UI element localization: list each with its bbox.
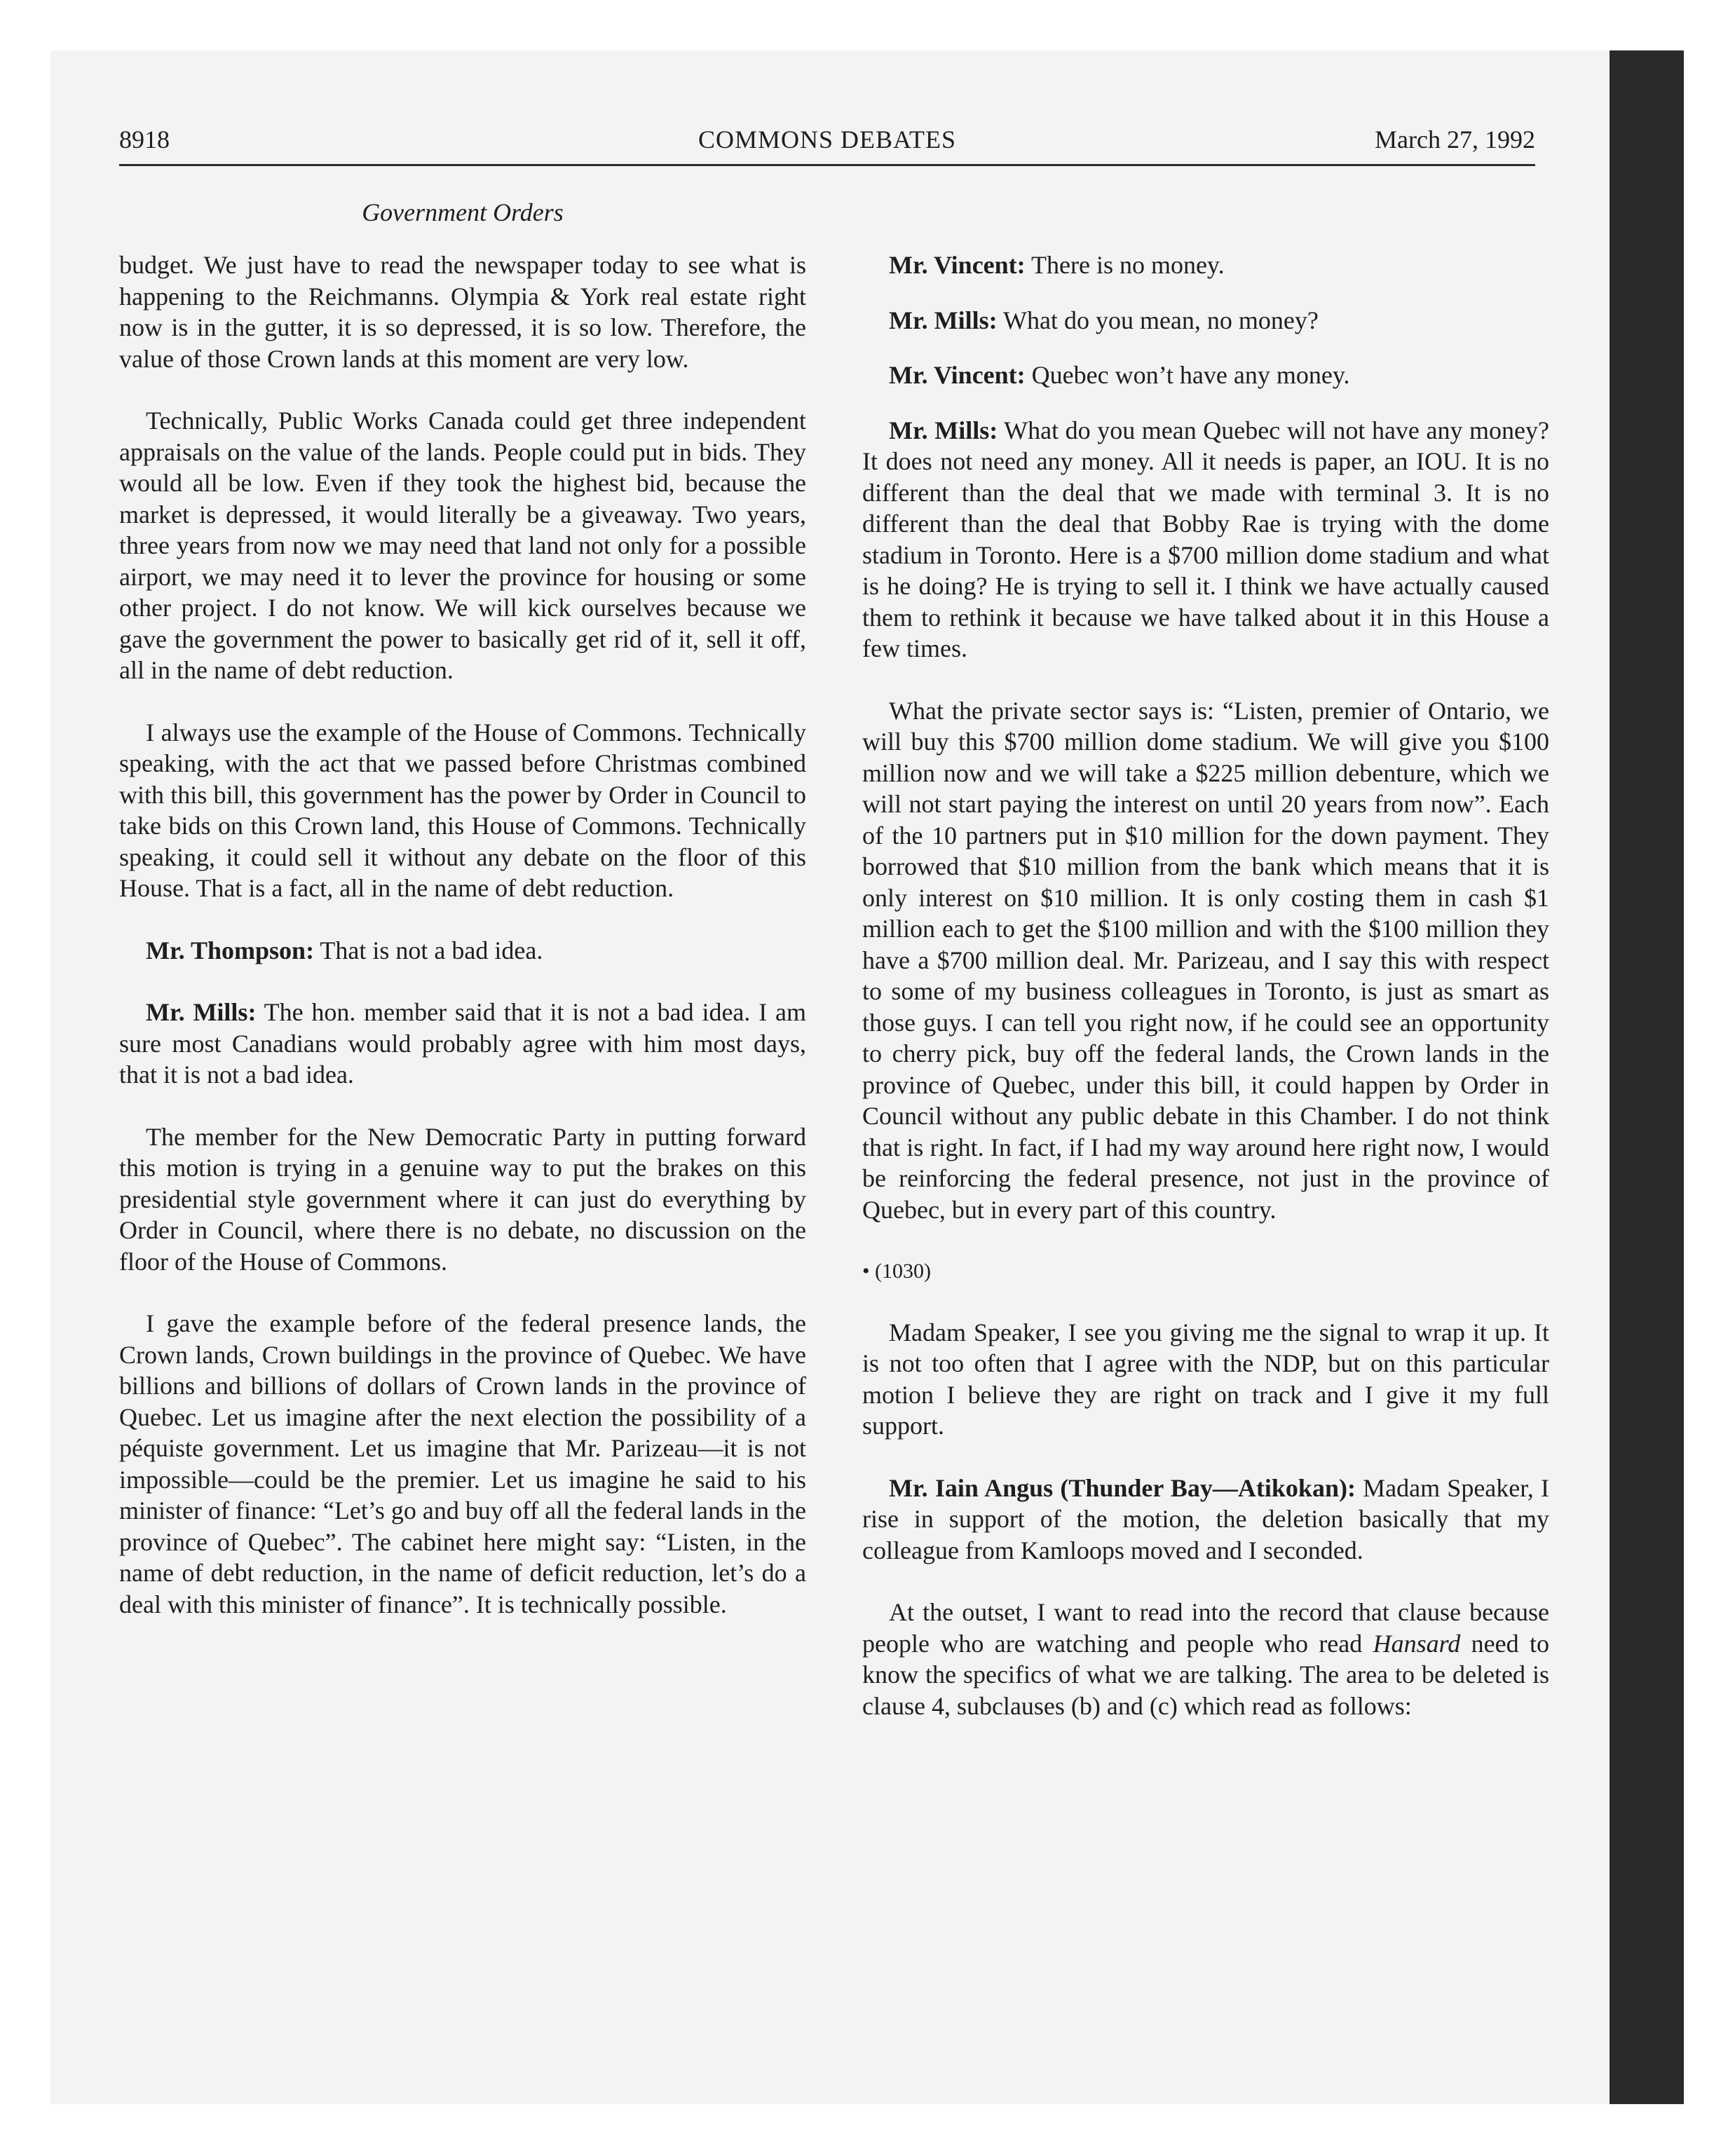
- speaker-name: Mr. Thompson:: [146, 936, 315, 964]
- paragraph: Madam Speaker, I see you giving me the signal to wrap it up. It is not too often that I agree with the NDP, but on this particular motion I believe they are right on track and I give it my full support.: [862, 1318, 1549, 1440]
- time-marker: • (1030): [862, 1260, 931, 1283]
- right-column: [862, 250, 1549, 1752]
- text-run: need to know the specifics of what we are talking. The area to be deleted is clause 4, subclauses (b) and (c) which read as follows:: [862, 1629, 1549, 1720]
- publication-name: Hansard: [1373, 1629, 1461, 1658]
- paragraph: Technically, Public Works Canada could get three independent appraisals on the value of the lands. People could put in bids. They would all be low. Even if they took the highest bid, because the market is depressed, it would literally be a giveaway. Two years, three years from now we may need that land not only for a possible airport, we may need it to lever the province for housing or some other project. I do not know. We will kick ourselves because we gave the government the power to basically get rid of it, sell it off, all in the name of debt reduction.: [119, 407, 806, 684]
- header-rule: [119, 164, 1535, 166]
- speaker-name: Mr. Mills:: [889, 306, 998, 334]
- speech-text: That is not a bad idea.: [314, 936, 543, 964]
- speech-text: There is no money.: [1025, 251, 1225, 279]
- speaker-name: Mr. Iain Angus (Thunder Bay—Atikokan):: [889, 1473, 1356, 1502]
- speech-paragraph: [862, 360, 1549, 391]
- speaker-name: Mr. Vincent:: [889, 251, 1026, 279]
- paragraph: What the private sector says is: “Listen, premier of Ontario, we will buy this $700 million dome stadium. We will give you $100 million now and we will take a $225 million debenture, which we will not start paying the interest on until 20 years from now”. Each of the 10 partners put in $10 million for the down payment. They borrowed that $10 million from the bank which means that it is only interest on $10 million. It is only costing them in cash $1 million each to get the $100 million and with the $100 million they have a $700 million deal. Mr. Parizeau, and I say this with respect to some of my business colleagues in Toronto, is just as smart as those guys. I can tell you right now, if he could see an opportunity to cherry pick, buy off the federal lands, the Crown lands in the province of Quebec, under this bill, it could happen by Order in Council without any public debate in this Chamber. I do not think that is right. In fact, if I had my way around here right now, I would be reinforcing the federal presence, not just in the province of Quebec, but in every part of this country.: [862, 696, 1549, 1224]
- text-run: At the outset, I want to read into the record that clause because people who are watching and people who read: [862, 1598, 1549, 1658]
- page-header: [119, 125, 1535, 160]
- scan-edge-shadow: [1610, 50, 1684, 2104]
- speech-text: What do you mean Quebec will not have any money? It does not need any money. All it needs is paper, an IOU. It is no different than the deal that we made with terminal 3. It is no different than the deal that Bobby Rae is trying with the dome stadium in Toronto. Here is a $700 million dome stadium and what is he doing? He is trying to sell it. I think we have actually caused them to rethink it because we have talked about it in this House a few times.: [862, 416, 1549, 662]
- speech-paragraph: [862, 415, 1549, 664]
- paragraph: I gave the example before of the federal presence lands, the Crown lands, Crown buildings in the province of Quebec. We have billions and billions of dollars of Crown lands in the province of Quebec. Let us imagine after the next election the possibility of a péquiste government. Let us imagine that Mr. Parizeau—it is not impossible—could be the premier. Let us imagine he said to his minister of finance: “Let’s go and buy off all the federal lands in the province of Quebec”. The cabinet here might say: “Listen, in the name of debt reduction, in the name of deficit reduction, let’s do a deal with this minister of finance”. It is technically possible.: [119, 1309, 807, 1618]
- speech-paragraph: [862, 1473, 1549, 1567]
- section-title: Government Orders: [362, 198, 564, 226]
- speech-text: Quebec won’t have any money.: [1025, 361, 1350, 389]
- paragraph: I always use the example of the House of Commons. Technically speaking, with the act that we passed before Christmas combined with this bill, this government has the power by Order in Council to take bids on this Crown land, this House of Commons. Technically speaking, it could sell it without any debate on the floor of this House. That is a fact, all in the name of debt reduction.: [119, 718, 806, 902]
- speech-paragraph: [119, 935, 806, 967]
- speech-text: Madam Speaker, I rise in support of the motion, the deletion basically that my colleague from Kamloops moved and I seconded.: [862, 1473, 1549, 1564]
- speaker-name: Mr. Mills:: [146, 998, 257, 1026]
- page-number: 8918: [119, 125, 170, 153]
- publication-date: March 27, 1992: [1375, 125, 1535, 153]
- paragraph: The member for the New Democratic Party in putting forward this motion is trying in a genuine way to put the brakes on this presidential style government where it can just do everything by Order in Council, where there is no debate, no discussion on the floor of the House of Commons.: [119, 1122, 806, 1276]
- paragraph: budget. We just have to read the newspaper today to see what is happening to the Reichmanns. Olympia & York real estate right now is in the gutter, it is so depressed, it is so low. Therefore, the value of those Crown lands at this moment are very low.: [119, 251, 806, 373]
- speech-text: What do you mean, no money?: [997, 306, 1319, 334]
- speech-text: The hon. member said that it is not a bad idea. I am sure most Canadians would probably agree with him most days, that it is not a bad idea.: [119, 998, 806, 1089]
- publication-title: COMMONS DEBATES: [698, 125, 957, 153]
- speech-paragraph: [862, 250, 1549, 281]
- speech-paragraph: [119, 997, 806, 1091]
- paragraph: [862, 1597, 1549, 1721]
- speaker-name: Mr. Vincent:: [889, 361, 1026, 389]
- speech-paragraph: [862, 305, 1549, 336]
- left-column: [119, 250, 806, 1651]
- speaker-name: Mr. Mills:: [889, 416, 998, 444]
